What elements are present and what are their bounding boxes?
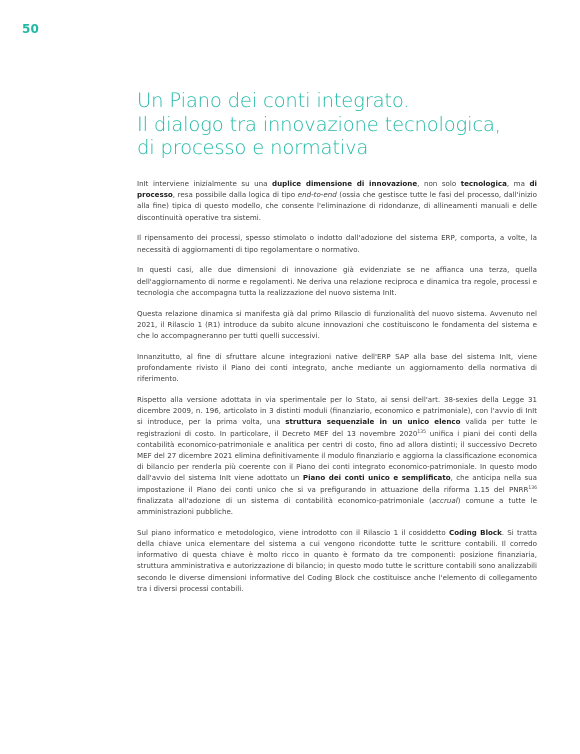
text-run: . Si tratta della chiave unica elementare del sistema a cui vengono ricondotte tutte le scritture contabili. Il corredo informativo di questa chiave è molto ricco in quanto è formato da tre componenti: posizione finanziaria, struttura amministrativa e autorizzazione di bilancio; in questo modo tutte le scritture contabili sono analizzabili secondo le diverse dimensioni informative del Coding Block che costituisce anche l'elemento di collegamento tra i diversi processi contabili.: [137, 527, 537, 593]
body-text: [137, 178, 537, 604]
bold-text: tecnologica: [460, 179, 507, 188]
paragraph-2: Il ripensamento dei processi, spesso stimolato o indotto dall'adozione del sistema ERP, comporta, a volte, la necessità di aggiornamenti di tipo regolamentare o normativo.: [137, 233, 537, 254]
page-number: 50: [22, 22, 40, 36]
bold-text: struttura sequenziale in un unico elenco: [285, 417, 461, 427]
text-run: ) comune a tutte le amministrazioni pubbliche.: [137, 495, 537, 517]
page-title: [137, 89, 537, 160]
bold-text: Piano dei conti unico e semplificato: [302, 473, 451, 483]
text-run: Sul piano informatico e metodologico, viene introdotto con il Rilascio 1 il cosiddetto: [137, 527, 449, 537]
text-run: InIt interviene inizialmente su una: [137, 179, 273, 188]
text-run: unifica i piani dei conti della contabilità economico-patrimoniale e analitica per centri di costo, fino ad allora distinti; il successivo Decreto MEF del 27 dicembre 2021 elimina definitivamente il modulo finanziario e aggiorna la classificazione economica di bilancio per renderla più coerente con il Piano dei conti integrato economico-patrimoniale. In questo modo dall'avvio del sistema InIt viene adottato un: [137, 428, 537, 483]
italic-text: accrual: [431, 495, 458, 505]
bold-text: Coding Block: [448, 527, 502, 537]
bold-text: duplice dimensione di innovazione: [272, 179, 418, 188]
text-run: , non solo: [417, 179, 461, 188]
paragraph-3: In questi casi, alle due dimensioni di innovazione già evidenziate se ne affianca una terza, quella dell'aggiornamento di norme e regolamenti. Ne deriva una relazione reciproca e dinamica tra regole, processi e tecnologia che accompagna tutta la realizzazione del nuovo sistema InIt.: [137, 265, 537, 297]
footnote-ref-136: 136: [528, 485, 537, 491]
bold-text: di processo: [137, 179, 537, 200]
text-run: Rispetto alla versione adottata in via sperimentale per lo Stato, ai sensi dell'art. 38-sexies della Legge 31 dicembre 2009, n. 196, articolato in 3 distinti moduli (finanziario, economico e patrimoniale), con l'avvio di InIt si introduce, per la prima volta, una: [137, 395, 537, 427]
italic-text: end-to-end: [297, 190, 337, 200]
text-run: (ossia che gestisce tutte le fasi del processo, dall'inizio alla fine) tipica di questo modello, che consente l'eliminazione di ridondanze, di allineamenti manuali e delle discontinuità operative tra sistemi.: [137, 190, 537, 222]
paragraph-6: [137, 394, 537, 517]
paragraph-1: [137, 178, 537, 223]
footnote-ref-135: 135: [417, 429, 426, 435]
paragraph-4: Questa relazione dinamica si manifesta già dal primo Rilascio di funzionalità del nuovo sistema. Avvenuto nel 2021, il Rilascio 1 (R1) introduce da subito alcune innovazioni che costituiscono le fondamenta del sistema e che lo accompagneranno per tutti quelli successivi.: [137, 308, 537, 341]
text-run: , ma: [506, 179, 530, 188]
text-run: , che anticipa nella sua impostazione il Piano dei conti unico che si va prefigurando in attuazione della riforma 1.15 del PNRR: [137, 473, 537, 494]
title-line-3: di processo e normativa: [137, 136, 369, 160]
text-run: valida per tutte le registrazioni di costo. In particolare, il Decreto MEF del 13 novembre 2020: [137, 417, 537, 438]
title-line-2: Il dialogo tra innovazione tecnologica,: [137, 112, 501, 136]
text-run: , resa possibile dalla logica di tipo: [172, 190, 298, 200]
text-run: finalizzata all'adozione di un sistema di contabilità economico-patrimoniale (: [137, 495, 432, 505]
paragraph-7: [137, 527, 537, 594]
title-line-1: Un Piano dei conti integrato.: [137, 89, 410, 112]
paragraph-5: Innanzitutto, al fine di sfruttare alcune integrazioni native dell'ERP SAP alla base del sistema InIt, viene profondamente rivisto il Piano dei conti integrato, anche mediante un aggiornamento della normativa di riferimento.: [137, 351, 537, 384]
